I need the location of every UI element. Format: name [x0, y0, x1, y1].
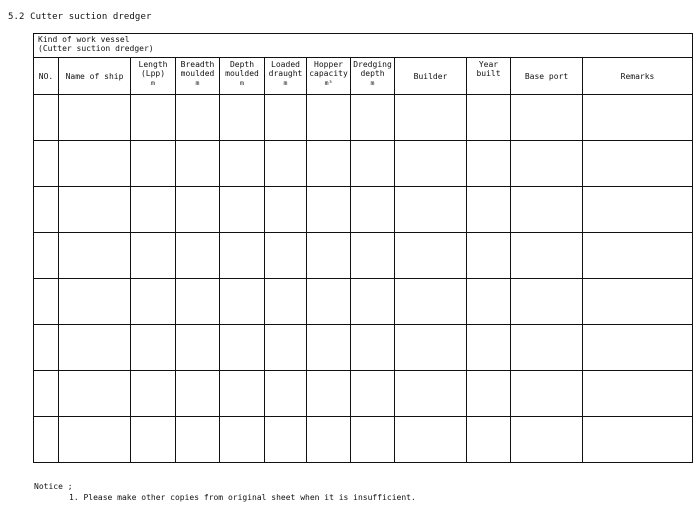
entry-cell[interactable]: [511, 371, 583, 417]
entry-cell[interactable]: [511, 417, 583, 463]
entry-cell[interactable]: [395, 325, 467, 371]
entry-cell[interactable]: [34, 141, 59, 187]
entry-cell[interactable]: [351, 279, 395, 325]
kind-value: (Cutter suction dredger): [38, 44, 154, 53]
entry-cell[interactable]: [220, 95, 265, 141]
entry-cell[interactable]: [467, 187, 511, 233]
entry-cell[interactable]: [511, 187, 583, 233]
entry-cell[interactable]: [176, 141, 220, 187]
entry-cell[interactable]: [131, 279, 176, 325]
entry-cell[interactable]: [131, 371, 176, 417]
entry-cell[interactable]: [34, 417, 59, 463]
entry-cell[interactable]: [307, 187, 351, 233]
entry-cell[interactable]: [467, 95, 511, 141]
entry-cell[interactable]: [351, 371, 395, 417]
entry-cell[interactable]: [351, 325, 395, 371]
table-row: [34, 233, 693, 279]
entry-cell[interactable]: [59, 279, 131, 325]
entry-cell[interactable]: [220, 417, 265, 463]
entry-cell[interactable]: [351, 187, 395, 233]
col-header-name-of-ship: Name of ship: [59, 58, 131, 95]
entry-cell[interactable]: [467, 371, 511, 417]
entry-cell[interactable]: [307, 279, 351, 325]
entry-cell[interactable]: [307, 141, 351, 187]
entry-cell[interactable]: [265, 95, 307, 141]
entry-cell[interactable]: [511, 325, 583, 371]
entry-cell[interactable]: [34, 371, 59, 417]
cutter-suction-dredger-form: [33, 33, 693, 463]
entry-cell[interactable]: [59, 417, 131, 463]
col-header-hopper-capacity: Hopper capacity m³: [307, 58, 351, 95]
entry-cell[interactable]: [583, 417, 693, 463]
entry-cell[interactable]: [265, 187, 307, 233]
entry-cell[interactable]: [395, 417, 467, 463]
entry-cell[interactable]: [583, 325, 693, 371]
entry-cell[interactable]: [583, 233, 693, 279]
entry-cell[interactable]: [511, 95, 583, 141]
entry-cell[interactable]: [131, 187, 176, 233]
entry-cell[interactable]: [265, 417, 307, 463]
kind-of-work-vessel-header: [34, 34, 693, 58]
entry-cell[interactable]: [395, 279, 467, 325]
entry-cell[interactable]: [59, 141, 131, 187]
col-header-no: NO.: [34, 58, 59, 95]
form-body: [34, 95, 693, 463]
notice-item: 1. Please make other copies from original sheet when it is insufficient.: [69, 493, 416, 502]
table-row: [34, 187, 693, 233]
table-row: [34, 325, 693, 371]
col-header-builder: Builder: [395, 58, 467, 95]
col-header-year-built: Year built: [467, 58, 511, 95]
entry-cell[interactable]: [395, 233, 467, 279]
notice-title: Notice ;: [34, 482, 73, 491]
entry-cell[interactable]: [131, 141, 176, 187]
entry-cell[interactable]: [351, 233, 395, 279]
entry-cell[interactable]: [351, 141, 395, 187]
entry-cell[interactable]: [351, 95, 395, 141]
entry-cell[interactable]: [467, 141, 511, 187]
entry-cell[interactable]: [265, 279, 307, 325]
notice: [34, 481, 416, 503]
entry-cell[interactable]: [59, 95, 131, 141]
entry-cell[interactable]: [220, 141, 265, 187]
entry-cell[interactable]: [131, 417, 176, 463]
entry-cell[interactable]: [59, 371, 131, 417]
entry-cell[interactable]: [265, 233, 307, 279]
col-header-remarks: Remarks: [583, 58, 693, 95]
entry-cell[interactable]: [307, 417, 351, 463]
entry-cell[interactable]: [220, 279, 265, 325]
kind-label: Kind of work vessel: [38, 35, 130, 44]
entry-cell[interactable]: [265, 371, 307, 417]
entry-cell[interactable]: [220, 233, 265, 279]
entry-cell[interactable]: [220, 325, 265, 371]
entry-cell[interactable]: [395, 187, 467, 233]
entry-cell[interactable]: [583, 279, 693, 325]
entry-cell[interactable]: [176, 95, 220, 141]
entry-cell[interactable]: [220, 187, 265, 233]
entry-cell[interactable]: [583, 187, 693, 233]
col-header-length: Length (Lpp) m: [131, 58, 176, 95]
table-row: [34, 417, 693, 463]
entry-cell[interactable]: [351, 417, 395, 463]
entry-cell[interactable]: [34, 187, 59, 233]
entry-cell[interactable]: [467, 233, 511, 279]
entry-cell[interactable]: [131, 325, 176, 371]
entry-cell[interactable]: [176, 417, 220, 463]
table-row: [34, 279, 693, 325]
entry-cell[interactable]: [307, 325, 351, 371]
entry-cell[interactable]: [265, 141, 307, 187]
entry-cell[interactable]: [34, 95, 59, 141]
col-header-breadth: Breadth moulded m: [176, 58, 220, 95]
entry-cell[interactable]: [511, 233, 583, 279]
entry-cell[interactable]: [583, 371, 693, 417]
entry-cell[interactable]: [59, 325, 131, 371]
section-title: 5.2 Cutter suction dredger: [8, 12, 152, 22]
entry-cell[interactable]: [511, 141, 583, 187]
col-header-loaded-draught: Loaded draught m: [265, 58, 307, 95]
table-row: [34, 371, 693, 417]
entry-cell[interactable]: [220, 371, 265, 417]
entry-cell[interactable]: [176, 371, 220, 417]
column-header-row: [34, 58, 693, 95]
entry-cell[interactable]: [59, 187, 131, 233]
entry-cell[interactable]: [176, 233, 220, 279]
entry-cell[interactable]: [59, 233, 131, 279]
entry-cell[interactable]: [307, 233, 351, 279]
entry-cell[interactable]: [34, 325, 59, 371]
entry-cell[interactable]: [467, 279, 511, 325]
entry-cell[interactable]: [131, 233, 176, 279]
col-header-depth: Depth moulded m: [220, 58, 265, 95]
entry-cell[interactable]: [395, 141, 467, 187]
entry-cell[interactable]: [34, 233, 59, 279]
entry-cell[interactable]: [307, 371, 351, 417]
table-row: [34, 95, 693, 141]
entry-cell[interactable]: [467, 417, 511, 463]
entry-cell[interactable]: [265, 325, 307, 371]
entry-cell[interactable]: [176, 325, 220, 371]
entry-cell[interactable]: [395, 95, 467, 141]
entry-cell[interactable]: [176, 187, 220, 233]
entry-cell[interactable]: [467, 325, 511, 371]
entry-cell[interactable]: [583, 95, 693, 141]
entry-cell[interactable]: [307, 95, 351, 141]
entry-cell[interactable]: [583, 141, 693, 187]
entry-cell[interactable]: [34, 279, 59, 325]
entry-cell[interactable]: [131, 95, 176, 141]
entry-cell[interactable]: [511, 279, 583, 325]
table-row: [34, 141, 693, 187]
entry-cell[interactable]: [176, 279, 220, 325]
entry-cell[interactable]: [395, 371, 467, 417]
col-header-dredging-depth: Dredging depth m: [351, 58, 395, 95]
col-header-base-port: Base port: [511, 58, 583, 95]
